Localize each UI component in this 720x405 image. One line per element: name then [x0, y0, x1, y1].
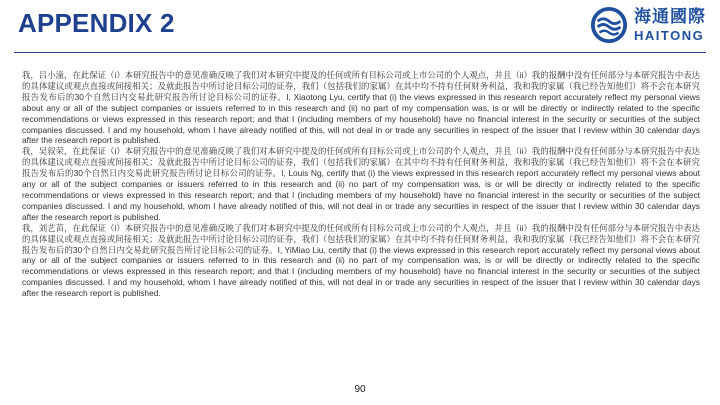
company-logo: [590, 6, 706, 44]
page-title: APPENDIX 2: [18, 8, 175, 38]
logo-chinese-name: 海通國際: [634, 6, 706, 27]
haitong-logo-icon: [590, 6, 628, 44]
certification-text: [22, 70, 700, 299]
analyst-certification-paragraph: 我，刘艺苗，在此保证（i）本研究报告中的意见准确反映了我们对本研究中提及的任何或所有目标公司或上市公司的个人观点，并且（ii）我的报酬中没有任何部分与本研究报告中表达的具体建议或观点直接或间接相关；及就此报告中所讨论目标公司的证券，我们（包括我们的家属）在其中均不持有任何财务利益，我和我的家属（我已经告知他们）将不会在本研究报告发布后的30个自然日内交易此研究报告所讨论目标公司的证券。I, YiMiao Liu, certify that (i) the views expressed in this research report accurately reflect my personal views about any or all of the subject companies or issuers referred to in this research and (ii) no part of my compensation was, is or will be directly or indirectly related to the specific recommendations or views expressed in this research report; and that I (including members of my household) have no financial interest in the security or securities of the subject companies discussed. I and my household, whom I have already notified of this, will not deal in or trade any securities in respect of the issuer that I review within 30 calendar days after the research report is published.: [22, 222, 700, 299]
analyst-certification-paragraph: 我，吴叙荣，在此保证（i）本研究报告中的意见准确反映了我们对本研究中提及的任何或所有目标公司或上市公司的个人观点，并且（ii）我的报酬中没有任何部分与本研究报告中表达的具体建议或观点直接或间接相关；及就此报告中所讨论目标公司的证券，我们（包括我们的家属）在其中均不持有任何财务利益，我和我的家属（我已经告知他们）将不会在本研究报告发布后的30个自然日内交易此研究报告所讨论目标公司的证券。I, Louis Ng, certify that (i) the views expressed in this research report accurately reflect my personal views about any or all of the subject companies or issuers referred to in this research and (ii) no part of my compensation was, is or will be directly or indirectly related to the specific recommendations or views expressed in this research report; and that I (including members of my household) have no financial interest in the security or securities of the subject companies discussed. I and my household, whom I have already notified of this, will not deal in or trade any securities in respect of the issuer that I review within 30 calendar days after the research report is published.: [22, 146, 700, 222]
logo-english-name: HAITONG: [634, 27, 705, 43]
header-divider: [14, 52, 706, 53]
analyst-certification-paragraph: 我，吕小潼，在此保证（i）本研究报告中的意见准确反映了我们对本研究中提及的任何或所有目标公司或上市公司的个人观点，并且（ii）我的报酬中没有任何部分与本研究报告中表达的具体建议或观点直接或间接相关；及就此报告中所讨论目标公司的证券，我们（包括我们的家属）在其中均不持有任何财务利益，我和我的家属（我已经告知他们）将不会在本研究报告发布后的30个自然日内交易此研究报告所讨论目标公司的证券。I, Xiaotong Lyu, certify that (i) the views expressed in this research report accurately reflect my personal views about any or all of the subject companies or issuers referred to in this research and (ii) no part of my compensation was, is or will be directly or indirectly related to the specific recommendations or views expressed in this research report; and that I (including members of my household) have no financial interest in the security or securities of the subject companies discussed. I and my household, whom I have already notified of this, will not deal in or trade any securities in respect of the issuer that I review within 30 calendar days after the research report is published.: [22, 70, 700, 146]
page-number: 90: [354, 384, 366, 395]
